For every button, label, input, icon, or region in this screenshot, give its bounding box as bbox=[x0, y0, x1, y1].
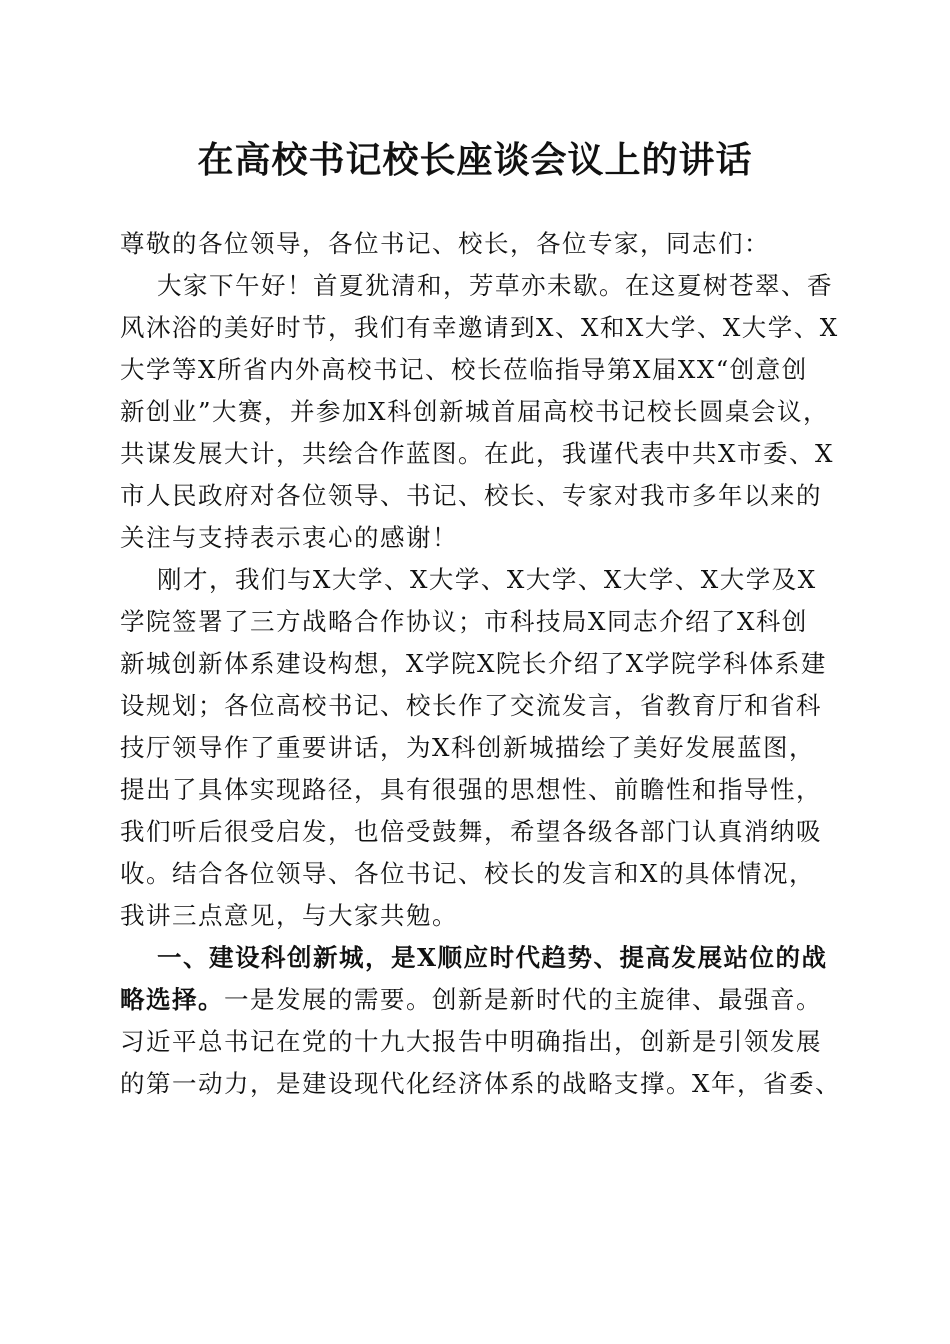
paragraph-2-line-5: 技厅领导作了重要讲话，为X科创新城描绘了美好发展蓝图， bbox=[120, 733, 815, 762]
paragraph-2-line-2: 学院签署了三方战略合作协议；市科技局X同志介绍了X科创 bbox=[120, 607, 808, 636]
paragraph-2-line-3: 新城创新体系建设构想，X学院X院长介绍了X学院学科体系建 bbox=[120, 649, 827, 678]
paragraph-2-line-6: 提出了具体实现路径，具有很强的思想性、前瞻性和指导性， bbox=[120, 775, 822, 804]
paragraph-1-line-2: 风沐浴的美好时节，我们有幸邀请到X、X和X大学、X大学、X bbox=[120, 313, 839, 342]
document-title: 在高校书记校长座谈会议上的讲话 bbox=[197, 139, 753, 181]
paragraph-1-line-5: 共谋发展大计，共绘合作蓝图。在此，我谨代表中共X市委、X bbox=[120, 439, 834, 468]
section-line-2-text: 一是发展的需要。创新是新时代的主旋律、最强音。 bbox=[224, 985, 822, 1014]
salutation: 尊敬的各位领导，各位书记、校长，各位专家，同志们： bbox=[120, 229, 770, 258]
section-heading-line-1: 一、建设科创新城，是X顺应时代趋势、提高发展站位的战 bbox=[157, 943, 828, 972]
section-line-4: 的第一动力，是建设现代化经济体系的战略支撑。X年，省委、 bbox=[120, 1069, 841, 1098]
paragraph-2-line-8: 收。结合各位领导、各位书记、校长的发言和X的具体情况， bbox=[120, 859, 815, 888]
paragraph-2-line-9: 我讲三点意见，与大家共勉。 bbox=[120, 901, 458, 930]
paragraph-2-line-4: 设规划；各位高校书记、校长作了交流发言，省教育厅和省科 bbox=[120, 691, 822, 720]
paragraph-2-line-7: 我们听后很受启发，也倍受鼓舞，希望各级各部门认真消纳吸 bbox=[120, 817, 822, 846]
paragraph-1-line-4: 新创业”大赛，并参加X科创新城首届高校书记校长圆桌会议， bbox=[120, 397, 829, 426]
section-line-2 bbox=[120, 979, 832, 1021]
document-body bbox=[120, 223, 841, 1105]
section-line-3: 习近平总书记在党的十九大报告中明确指出，创新是引领发展 bbox=[120, 1027, 822, 1056]
section-heading-tail: 略选择。 bbox=[120, 985, 224, 1014]
paragraph-1-line-1: 大家下午好！首夏犹清和，芳草亦未歇。在这夏树苍翠、香 bbox=[157, 271, 833, 300]
paragraph-2-line-1: 刚才，我们与X大学、X大学、X大学、X大学、X大学及X bbox=[157, 565, 817, 594]
paragraph-1-line-6: 市人民政府对各位领导、书记、校长、专家对我市多年以来的 bbox=[120, 481, 822, 510]
paragraph-1-line-3: 大学等X所省内外高校书记、校长莅临指导第X届XX“创意创 bbox=[120, 355, 808, 384]
paragraph-1-line-7: 关注与支持表示衷心的感谢！ bbox=[120, 523, 458, 552]
